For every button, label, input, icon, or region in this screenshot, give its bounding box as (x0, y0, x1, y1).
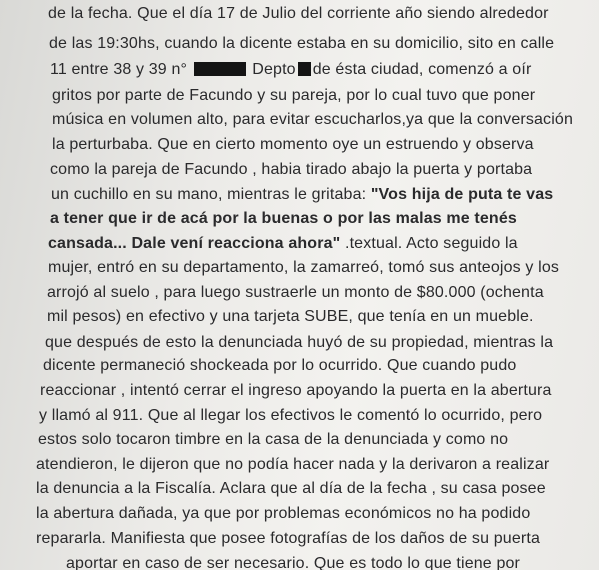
text-line-22: repararla. Manifiesta que posee fotografías de los daños de su puerta (36, 530, 540, 547)
text-line-17: y llamó al 911. Que al llegar los efectivos le comentó lo ocurrido, pero (39, 407, 543, 424)
redacted-apartment-number (298, 62, 311, 76)
address-city: de ésta ciudad, comenzó a oír (312, 61, 532, 78)
address-street: 11 entre 38 y 39 n° (50, 61, 188, 78)
text-line-8 (51, 186, 553, 204)
text-line-13: mil pesos) en efectivo y una tarjeta SUBE, que tenía en un mueble. (47, 308, 534, 325)
quoted-threat-end: cansada... Dale vení reacciona ahora" (48, 235, 341, 252)
text-line-21: la abertura dañada, ya que por problemas económicos no ha podido (36, 505, 531, 522)
text-line-7: como la pareja de Facundo , habia tirado abajo la puerta y portaba (50, 161, 533, 178)
text-line-2: de las 19:30hs, cuando la dicente estaba en su domicilio, sito en calle (49, 35, 555, 52)
address-apartment-label: Depto (252, 61, 296, 78)
text-line-3 (50, 61, 531, 79)
text-line-9: a tener que ir de acá por la buenas o por las malas me tenés (50, 210, 517, 227)
text-line-10 (48, 235, 518, 253)
text-line-15: dicente permaneció shockeada por lo ocurrido. Que cuando pudo (43, 357, 517, 374)
text-line-5: música en volumen alto, para evitar escucharlos,ya que la conversación (52, 111, 573, 128)
text-line-6: la perturbaba. Que en cierto momento oye un estruendo y observa (52, 136, 534, 153)
text-line-4: gritos por parte de Facundo y su pareja, por lo cual tuvo que poner (52, 87, 536, 104)
narrative-text: un cuchillo en su mano, mientras le gritaba: (51, 186, 371, 203)
quoted-threat: "Vos hija de puta te vas (370, 186, 554, 203)
narrative-text: .textual. Acto seguido la (340, 235, 518, 252)
text-line-16: reaccionar , intentó cerrar el ingreso apoyando la puerta en la abertura (40, 382, 552, 399)
text-line-19: atendieron, le dijeron que no podía hacer nada y la derivaron a realizar (36, 456, 550, 473)
text-line-12: arrojó al suelo , para luego sustraerle un monto de $80.000 (ochenta (47, 284, 544, 301)
redacted-house-number (194, 62, 246, 76)
text-line-14: que después de esto la denunciada huyó de su propiedad, mientras la (45, 334, 554, 351)
text-line-11: mujer, entró en su departamento, la zamarreó, tomó sus anteojos y los (48, 259, 560, 276)
text-line-23: aportar en caso de ser necesario. Que es todo lo que tiene por (66, 555, 521, 570)
text-line-1: de la fecha. Que el día 17 de Julio del corriente año siendo alrededor (48, 5, 549, 22)
text-line-20: la denuncia a la Fiscalía. Aclara que al día de la fecha , su casa posee (36, 480, 546, 497)
text-line-18: estos solo tocaron timbre en la casa de la denunciada y como no (38, 431, 509, 448)
